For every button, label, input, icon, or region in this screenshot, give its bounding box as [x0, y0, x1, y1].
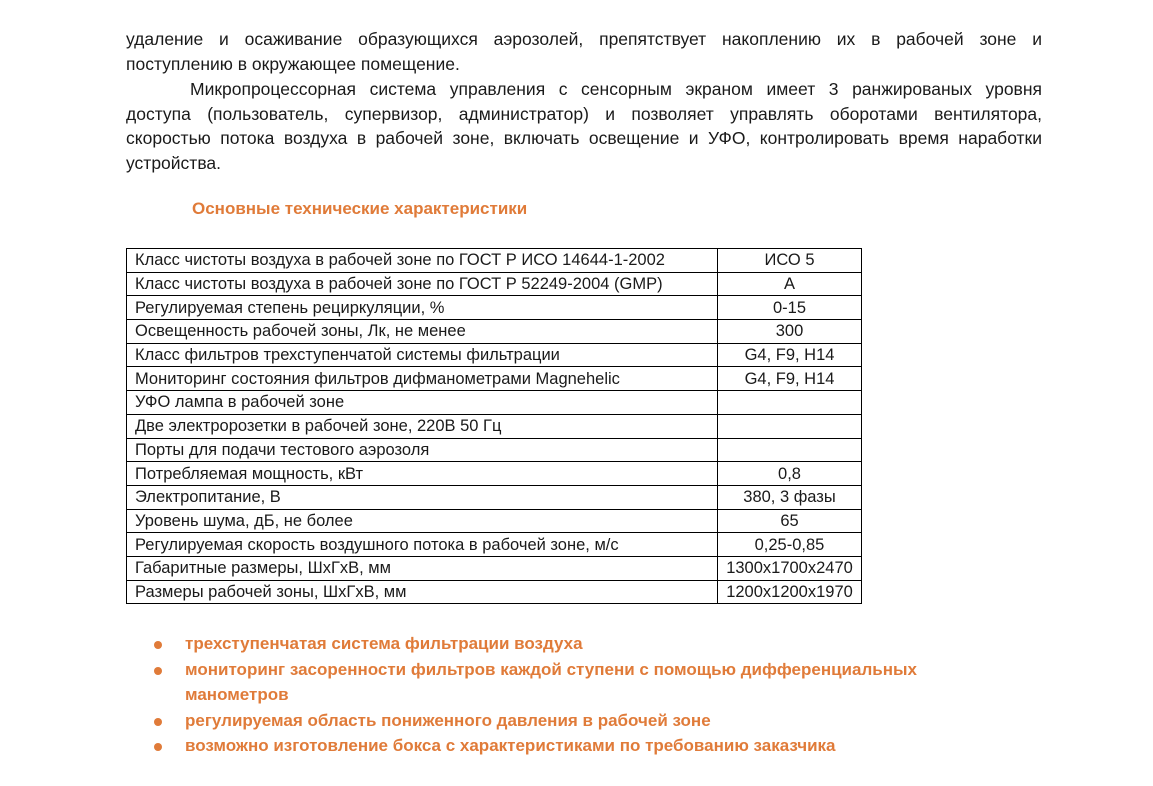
bullet-icon: [154, 641, 162, 649]
section-title: Основные технические характеристики: [192, 199, 528, 218]
spec-name: Потребляемая мощность, кВт: [127, 462, 718, 486]
table-row: [127, 249, 862, 273]
spec-value: G4, F9, H14: [718, 367, 862, 391]
table-row: [127, 580, 862, 604]
spec-value: 1200х1200х1970: [718, 580, 862, 604]
spec-value: [718, 414, 862, 438]
spec-value: G4, F9, H14: [718, 343, 862, 367]
text-line: Микропроцессорная система управления с сенсорным экраном имеет 3 ранжированых уровня: [190, 79, 1042, 99]
spec-value: 0,8: [718, 462, 862, 486]
table-row: [127, 556, 862, 580]
table-row: [127, 414, 862, 438]
list-item-text: манометров: [185, 685, 289, 704]
spec-value: A: [718, 272, 862, 296]
list-item-text: трехступенчатая система фильтрации воздуха: [185, 634, 583, 653]
spec-value: [718, 391, 862, 415]
features-list: [154, 631, 954, 759]
spec-name: Регулируемая скорость воздушного потока в рабочей зоне, м/с: [127, 533, 718, 557]
spec-name: Регулируемая степень рециркуляции, %: [127, 296, 718, 320]
table-row: [127, 367, 862, 391]
table-row: [127, 272, 862, 296]
bullet-icon: [154, 667, 162, 675]
spec-name: Порты для подачи тестового аэрозоля: [127, 438, 718, 462]
spec-value: 65: [718, 509, 862, 533]
specs-table: [126, 248, 862, 604]
spec-value: 380, 3 фазы: [718, 485, 862, 509]
list-item: [154, 631, 954, 657]
spec-value: [718, 438, 862, 462]
spec-value: 0-15: [718, 296, 862, 320]
table-row: [127, 485, 862, 509]
spec-name: Класс чистоты воздуха в рабочей зоне по ГОСТ Р ИСО 14644-1-2002: [127, 249, 718, 273]
spec-value: ИСО 5: [718, 249, 862, 273]
bullet-icon: [154, 743, 162, 751]
table-row: [127, 438, 862, 462]
spec-value: 1300х1700х2470: [718, 556, 862, 580]
list-item: [154, 657, 954, 708]
spec-name: Габаритные размеры, ШхГхВ, мм: [127, 556, 718, 580]
table-row: [127, 391, 862, 415]
spec-value: 0,25-0,85: [718, 533, 862, 557]
table-row: [127, 296, 862, 320]
list-item-text: возможно изготовление бокса с характеристиками по требованию заказчика: [185, 736, 836, 755]
table-row: [127, 343, 862, 367]
table-row: [127, 320, 862, 344]
list-item-text: мониторинг засоренности фильтров каждой ступени с помощью дифференциальных: [185, 659, 917, 679]
bullet-icon: [154, 718, 162, 726]
text-line: устройства.: [126, 152, 222, 173]
list-item: [154, 733, 954, 759]
list-item: [154, 708, 954, 734]
intro-paragraph-2: [126, 77, 1042, 175]
text-line: скоростью потока воздуха в рабочей зоне, включать освещение и УФО, контролировать время наработки: [126, 128, 1042, 149]
spec-name: Класс чистоты воздуха в рабочей зоне по ГОСТ Р 52249-2004 (GMP): [127, 272, 718, 296]
text-line: поступлению в окружающее помещение.: [126, 53, 460, 74]
spec-name: УФО лампа в рабочей зоне: [127, 391, 718, 415]
text-line: доступа (пользователь, супервизор, администратор) и позволяет управлять оборотами вентилятора,: [126, 103, 1042, 124]
spec-name: Размеры рабочей зоны, ШхГхВ, мм: [127, 580, 718, 604]
spec-value: 300: [718, 320, 862, 344]
spec-name: Электропитание, В: [127, 485, 718, 509]
table-row: [127, 533, 862, 557]
spec-name: Уровень шума, дБ, не более: [127, 509, 718, 533]
table-row: [127, 462, 862, 486]
spec-name: Освещенность рабочей зоны, Лк, не менее: [127, 320, 718, 344]
table-row: [127, 509, 862, 533]
spec-name: Две электророзетки в рабочей зоне, 220В 50 Гц: [127, 414, 718, 438]
intro-paragraph-1: [126, 27, 1042, 76]
text-line: удаление и осаживание образующихся аэрозолей, препятствует накоплению их в рабочей зоне и: [126, 29, 1042, 49]
list-item-text: регулируемая область пониженного давления в рабочей зоне: [185, 710, 711, 730]
spec-name: Мониторинг состояния фильтров дифманометрами Magnehelic: [127, 367, 718, 391]
spec-name: Класс фильтров трехступенчатой системы фильтрации: [127, 343, 718, 367]
